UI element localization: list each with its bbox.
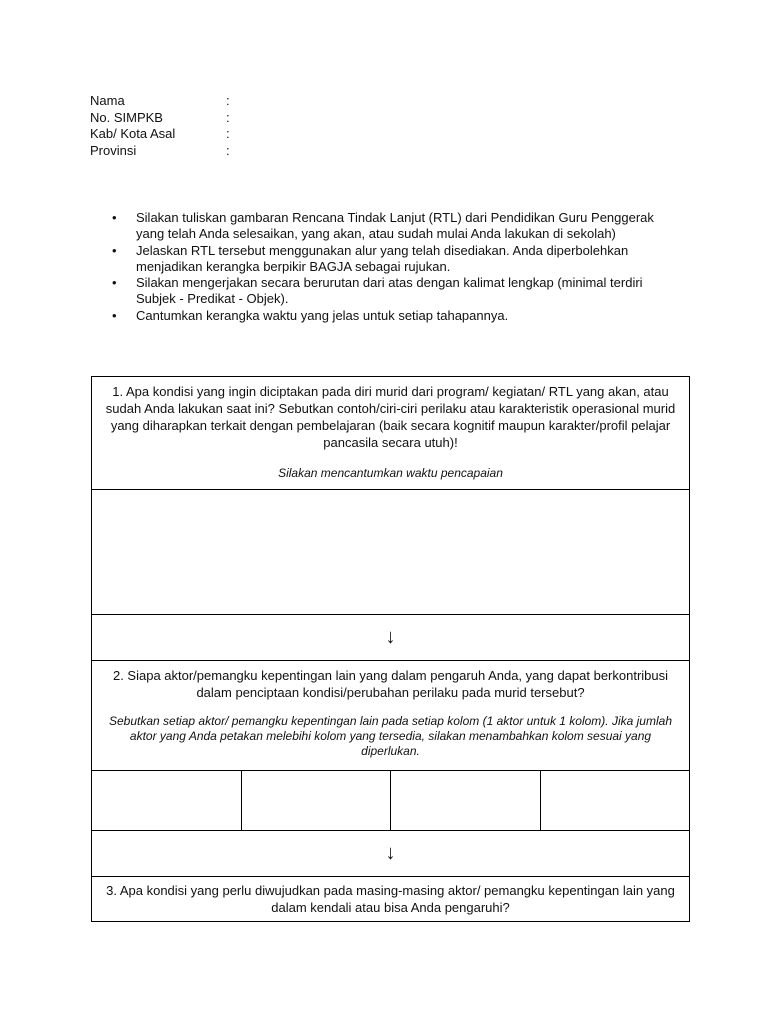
- field-label: Kab/ Kota Asal: [90, 126, 176, 142]
- question-1-note: Silakan mencantumkan waktu pencapaian: [278, 466, 503, 480]
- question-3-text: 3. Apa kondisi yang perlu diwujudkan pada masing-masing aktor/ pemangku kepentingan lain yang dalam kendali atau bisa Anda pengaruhi?: [106, 883, 675, 915]
- rtl-form-table: [91, 376, 690, 922]
- field-no-simpkb[interactable]: [90, 110, 230, 127]
- question-2-text: 2. Siapa aktor/pemangku kepentingan lain yang dalam pengaruh Anda, yang dapat berkontribusi dalam penciptaan kondisi/perubahan perilaku pada murid tersebut?: [112, 668, 669, 700]
- actor-field-1[interactable]: [92, 771, 242, 830]
- instruction-item: • Jelaskan RTL tersebut menggunakan alur yang telah disediakan. Anda diperbolehkan menjadikan kerangka berpikir BAGJA sebagai rujukan.: [90, 243, 680, 276]
- field-label: No. SIMPKB: [90, 109, 163, 125]
- field-kab-kota[interactable]: [90, 126, 230, 143]
- identity-block: [90, 93, 230, 159]
- actor-field-4[interactable]: [541, 771, 690, 830]
- arrow-down-icon: ↓: [92, 831, 689, 877]
- field-colon: :: [226, 126, 230, 142]
- instruction-item: • Silakan tuliskan gambaran Rencana Tindak Lanjut (RTL) dari Pendidikan Guru Penggerak yang telah Anda selesaikan, yang akan, atau sudah mulai Anda lakukan di sekolah): [90, 210, 680, 243]
- field-colon: :: [226, 142, 230, 158]
- arrow-down-icon: ↓: [92, 615, 689, 661]
- actor-field-2[interactable]: [242, 771, 392, 830]
- field-label: Nama: [90, 93, 125, 108]
- actor-columns: [92, 771, 689, 831]
- question-2-cell: [92, 661, 689, 771]
- question-1-text: 1. Apa kondisi yang ingin diciptakan pada diri murid dari program/ kegiatan/ RTL yang akan, atau sudah Anda lakukan saat ini? Sebutkan contoh/ciri-ciri perilaku atau karakteristik operasional murid yang diharapkan terkait dengan pembelajaran (baik secara kognitif maupun karakter/profil pelajar pancasila secara utuh)!: [105, 384, 676, 450]
- field-nama[interactable]: [90, 93, 230, 110]
- instruction-list: [90, 210, 680, 324]
- actor-field-3[interactable]: [391, 771, 541, 830]
- field-colon: :: [226, 109, 230, 125]
- instruction-item: • Cantumkan kerangka waktu yang jelas untuk setiap tahapannya.: [90, 308, 680, 324]
- question-3-cell: [92, 877, 689, 921]
- question-2-note: Sebutkan setiap aktor/ pemangku kepentingan lain pada setiap kolom (1 aktor untuk 1 kolom). Jika jumlah aktor yang Anda petakan melebihi kolom yang tersedia, silakan menambahkan kolom sesuai yang diperlukan.: [109, 714, 672, 758]
- field-colon: :: [226, 93, 230, 108]
- instruction-item: • Silakan mengerjakan secara berurutan dari atas dengan kalimat lengkap (minimal terdiri Subjek - Predikat - Objek).: [90, 275, 680, 308]
- answer-1-field[interactable]: [92, 490, 689, 615]
- field-label: Provinsi: [90, 142, 137, 158]
- field-provinsi[interactable]: [90, 143, 230, 160]
- question-1-cell: [92, 377, 689, 490]
